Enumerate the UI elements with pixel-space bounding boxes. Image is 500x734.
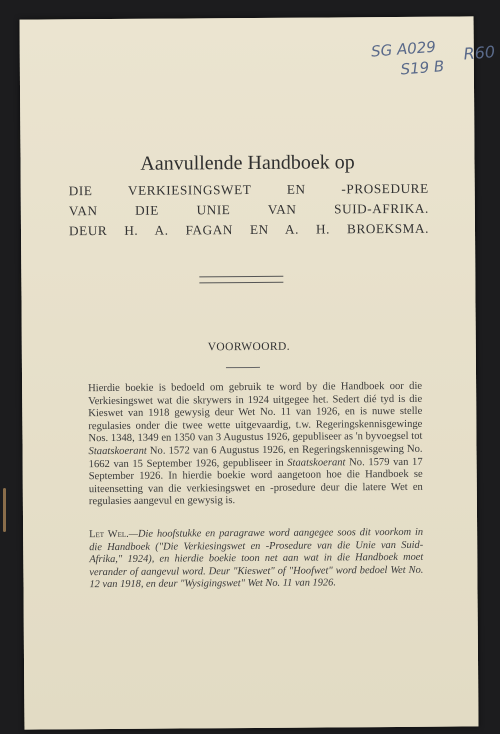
heading-underline [226, 367, 260, 368]
paragraph-text: No. 1579 van 17 September 1926. In hierdie boekie word aangetoon hoe die Handboek se uiteensetting van die verkiesingswet en -prosedure deur die latere Wet en regulasies aangevul en gewysig is. [88, 456, 423, 508]
staple-mark [3, 488, 6, 532]
reference-price: R60 [463, 42, 497, 64]
foreword-paragraph [88, 381, 423, 509]
subtitle-line-3: DEUR H. A. FAGAN EN A. H. BROEKSMA. [68, 220, 430, 239]
italic-term: Staatskoerant [88, 445, 147, 458]
italic-term: Staatskoerant [287, 456, 346, 469]
document-subtitle [69, 179, 429, 242]
paragraph-text: No. 1572 van 6 Augustus 1926, en Regeringskennisgewing No. 1662 van 15 September 1926, gepubliseer in [88, 443, 423, 470]
document-title: Aanvullende Handboek op [140, 151, 355, 175]
subtitle-line-2: VAN DIE UNIE VAN SUID-AFRIKA. [68, 200, 429, 219]
paragraph-text: Hierdie boekie is bedoeld om gebruik te word by die Handboek oor die Verkiesingswet wat die skrywers in 1924 uitgegee het. Sedert dié tyd is die Kieswet van 1918 gewysig deur Wet No. 11 van 1926, en is nuwe stelle regulasies onder die twee wette uitgevaardig, t.w. Regeringskennisgewinge Nos. 1348, 1349 en 1350 van 3 Augustus 1926, gepubliseer as 'n byvoegsel tot [88, 380, 423, 445]
subtitle-line-1: DIE VERKIESINGSWET EN -PROSEDURE [68, 180, 429, 199]
note-paragraph [89, 527, 423, 592]
reference-code-line1: SG A029 [370, 37, 437, 61]
handwritten-reference [370, 36, 497, 81]
note-lead: Let Wel. [89, 528, 129, 541]
section-heading: VOORWOORD. [207, 340, 290, 354]
document-page [20, 16, 497, 729]
title-divider [199, 276, 283, 284]
note-text: —Die hoofstukke en paragrawe word aangegee soos dit voorkom in die Handboek ("Die Verkiesingswet en -Prosedure van die Unie van Suid-Afrika," 1924), en hierdie boekie toon net aan wat in die Handboek moet verander of aangevul word. Deur "Kieswet" of "Hoofwet" word bedoel Wet No. 12 van 1918, en deur "Wysigingswet" Wet No. 11 van 1926. [89, 526, 424, 591]
reference-code-line2: S19 B [400, 57, 446, 79]
